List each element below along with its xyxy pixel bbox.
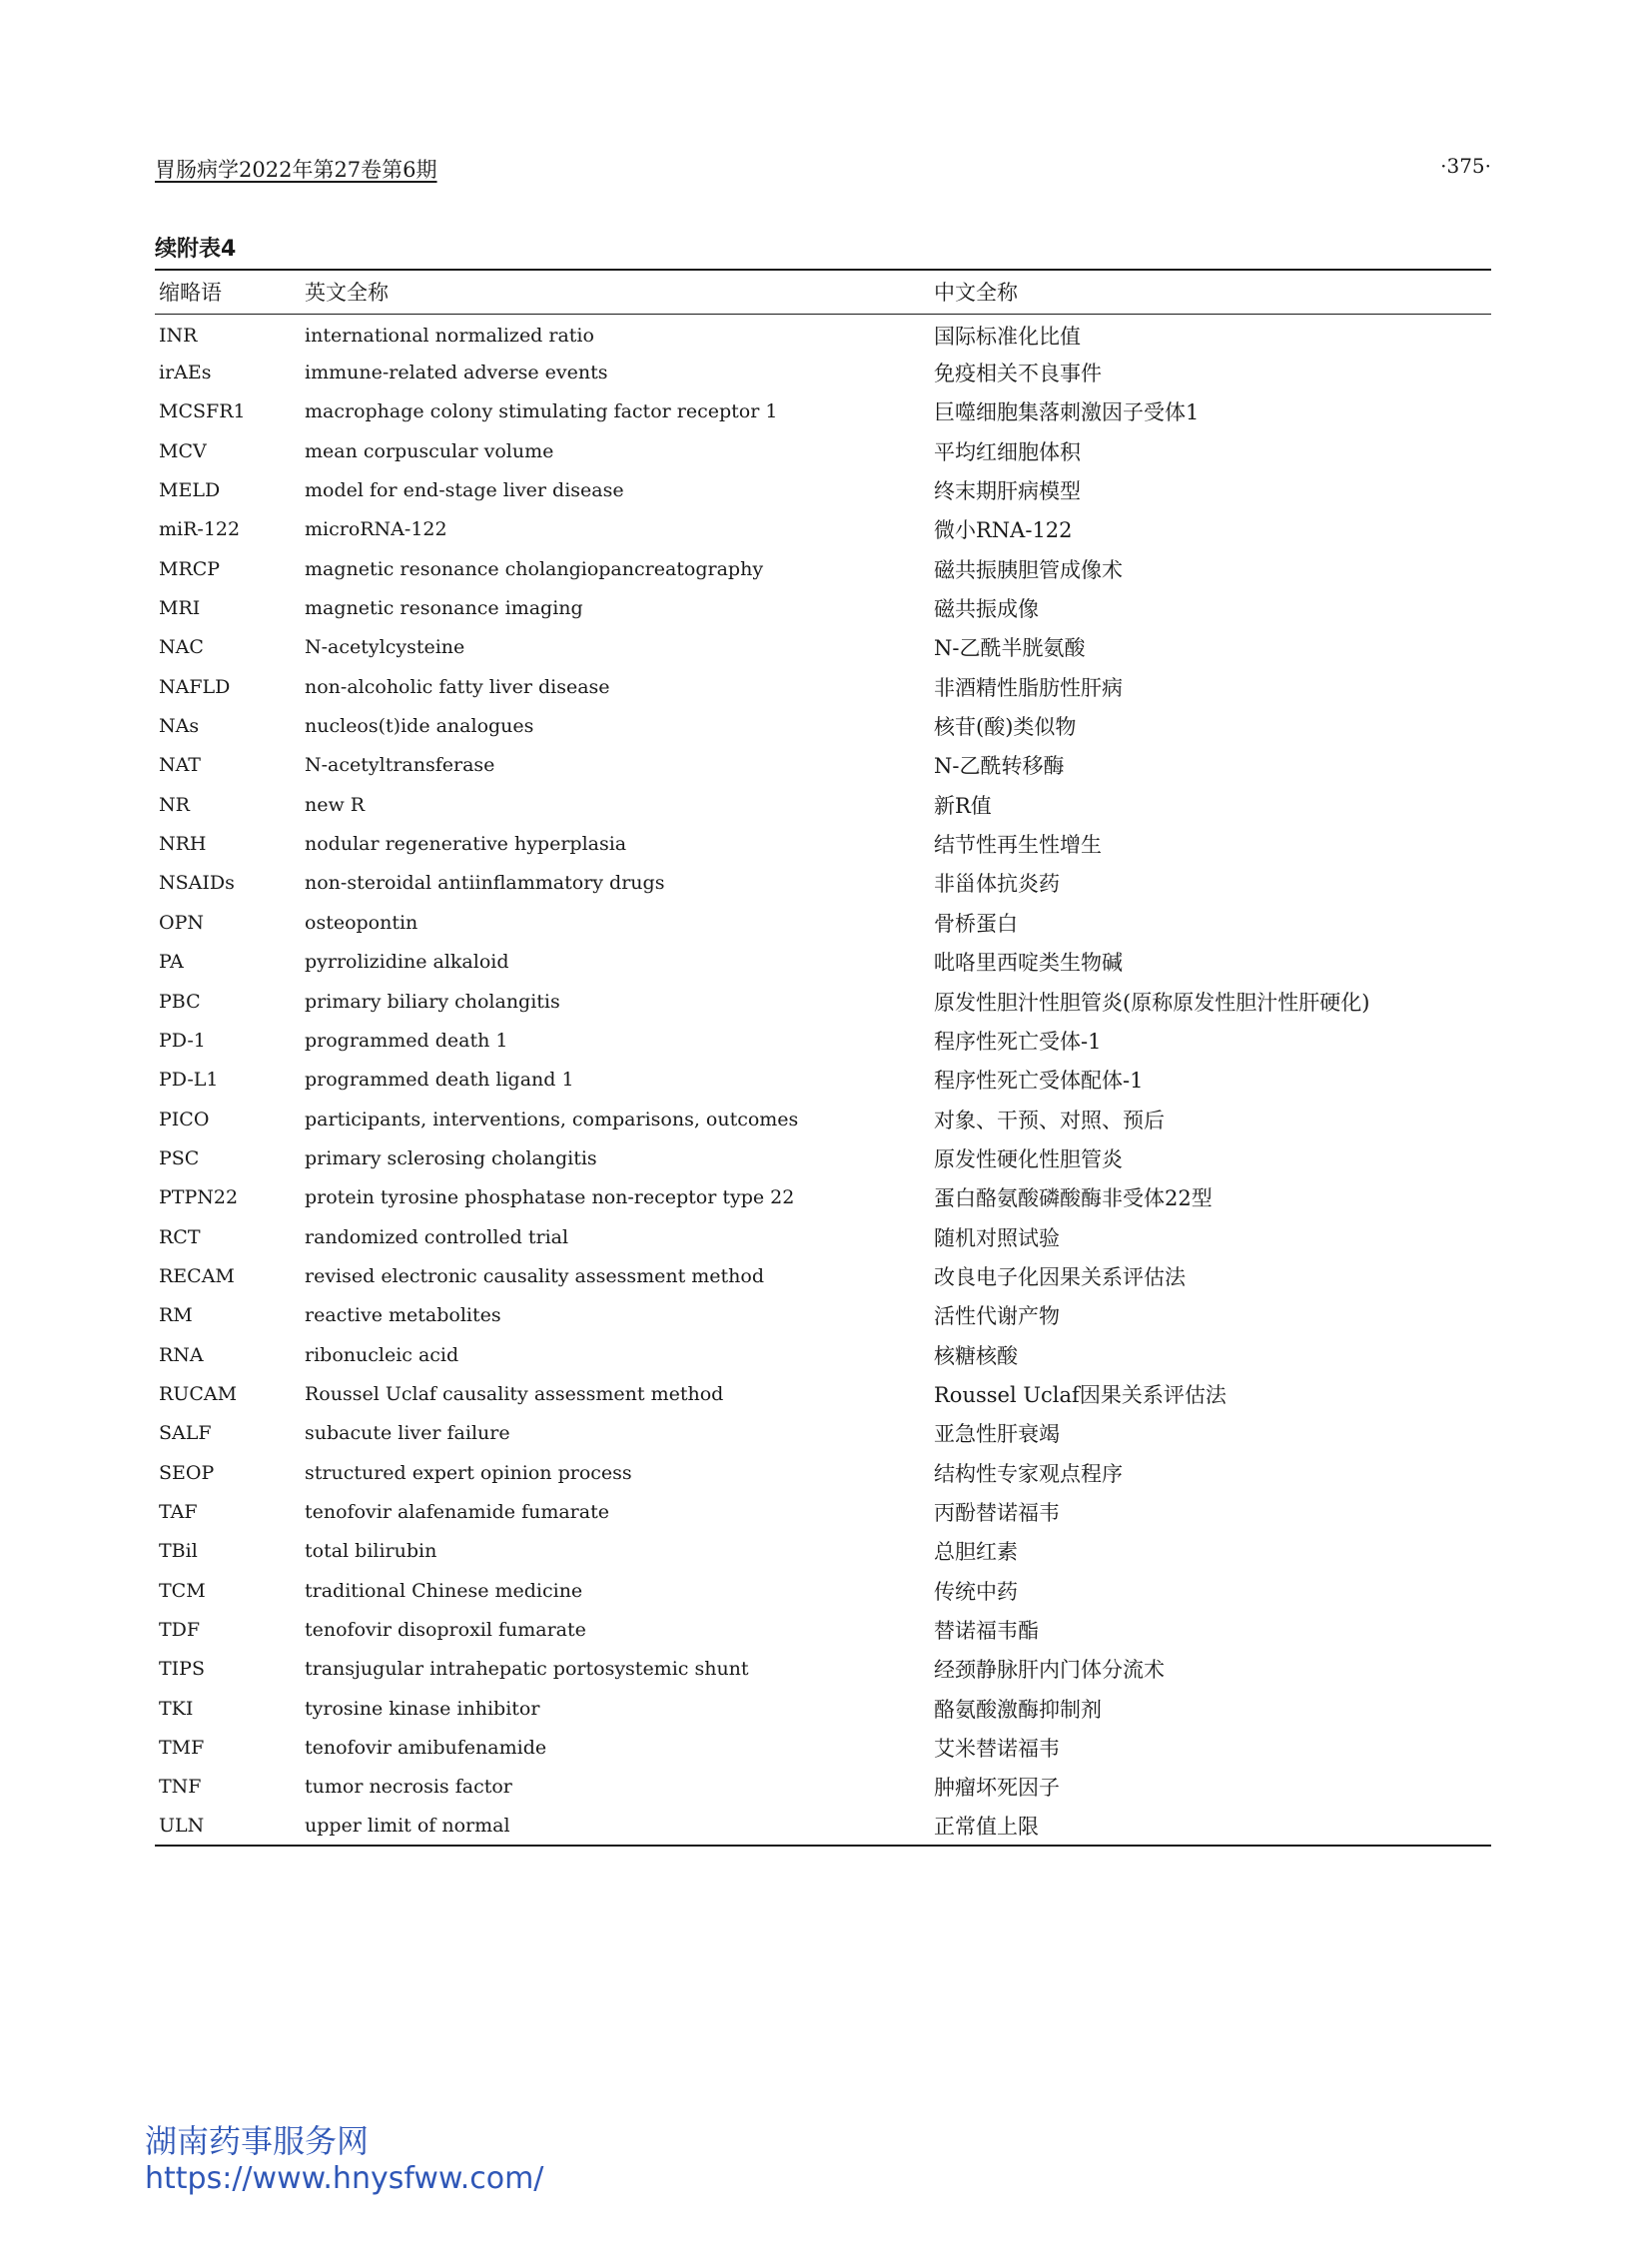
english-name-cell: pyrrolizidine alkaloid: [305, 951, 509, 974]
chinese-name-cell: 程序性死亡受体配体-1: [934, 1069, 1144, 1094]
abbreviation-table: [155, 269, 1491, 1847]
abbreviation-cell: NR: [159, 793, 190, 816]
english-name-cell: international normalized ratio: [305, 324, 594, 347]
chinese-name-cell: 原发性胆汁性胆管炎(原称原发性胆汁性肝硬化): [934, 990, 1370, 1015]
abbreviation-cell: NAFLD: [159, 675, 231, 698]
chinese-name-cell: 核糖核酸: [934, 1343, 1018, 1368]
abbreviation-cell: NAT: [159, 754, 201, 777]
english-name-cell: participants, interventions, comparisons, outcomes: [305, 1108, 799, 1130]
table-row: [155, 824, 1491, 863]
english-name-cell: structured expert opinion process: [305, 1461, 632, 1484]
abbreviation-cell: NAs: [159, 715, 200, 738]
column-header-abbreviation: 缩略语: [159, 281, 222, 306]
chinese-name-cell: 蛋白酪氨酸磷酸酶非受体22型: [934, 1186, 1213, 1211]
abbreviation-cell: TDF: [159, 1619, 201, 1642]
abbreviation-cell: OPN: [159, 911, 204, 934]
chinese-name-cell: 艾米替诺福韦: [934, 1737, 1060, 1762]
abbreviation-cell: TMF: [159, 1737, 205, 1760]
english-name-cell: non-alcoholic fatty liver disease: [305, 675, 610, 698]
watermark-site-name: 湖南药事服务网: [145, 2122, 370, 2160]
chinese-name-cell: 酪氨酸激酶抑制剂: [934, 1697, 1102, 1722]
chinese-name-cell: 经颈静脉肝内门体分流术: [934, 1658, 1165, 1683]
abbreviation-cell: PSC: [159, 1146, 200, 1169]
english-name-cell: Roussel Uclaf causality assessment method: [305, 1382, 724, 1405]
abbreviation-cell: PD-L1: [159, 1069, 219, 1092]
abbreviation-cell: miR-122: [159, 518, 241, 541]
english-name-cell: nucleos(t)ide analogues: [305, 715, 534, 738]
english-name-cell: tenofovir disoproxil fumarate: [305, 1619, 586, 1642]
chinese-name-cell: 磁共振成像: [934, 597, 1039, 622]
table-row: [155, 864, 1491, 903]
chinese-name-cell: 新R值: [934, 793, 992, 818]
english-name-cell: tyrosine kinase inhibitor: [305, 1697, 540, 1720]
abbreviation-cell: TNF: [159, 1776, 202, 1799]
chinese-name-cell: 活性代谢产物: [934, 1304, 1060, 1329]
table-row: [155, 1100, 1491, 1138]
table-row: [155, 1414, 1491, 1453]
abbreviation-cell: PBC: [159, 990, 201, 1013]
table-body: [155, 314, 1491, 1846]
chinese-name-cell: 正常值上限: [934, 1815, 1039, 1840]
chinese-name-cell: N-乙酰半胱氨酸: [934, 636, 1086, 661]
chinese-name-cell: 替诺福韦酯: [934, 1619, 1039, 1644]
abbreviation-cell: MCSFR1: [159, 400, 246, 423]
table-row: [155, 943, 1491, 982]
english-name-cell: upper limit of normal: [305, 1815, 510, 1838]
abbreviation-cell: RNA: [159, 1343, 204, 1366]
english-name-cell: reactive metabolites: [305, 1304, 501, 1327]
chinese-name-cell: Roussel Uclaf因果关系评估法: [934, 1382, 1227, 1407]
abbreviation-cell: SEOP: [159, 1461, 215, 1484]
english-name-cell: N-acetylcysteine: [305, 636, 465, 659]
table-row: [155, 314, 1491, 353]
abbreviation-cell: PTPN22: [159, 1186, 239, 1209]
table-row: [155, 1453, 1491, 1492]
chinese-name-cell: 程序性死亡受体-1: [934, 1029, 1102, 1054]
chinese-name-cell: 亚急性肝衰竭: [934, 1422, 1060, 1447]
english-name-cell: tumor necrosis factor: [305, 1776, 512, 1799]
english-name-cell: revised electronic causality assessment method: [305, 1264, 765, 1287]
table-row: [155, 431, 1491, 470]
table-row: [155, 1374, 1491, 1413]
chinese-name-cell: 总胆红素: [934, 1540, 1018, 1565]
table-row: [155, 1492, 1491, 1531]
abbreviation-cell: RUCAM: [159, 1382, 238, 1405]
table-row: [155, 510, 1491, 549]
table-row: [155, 1138, 1491, 1177]
english-name-cell: osteopontin: [305, 911, 418, 934]
chinese-name-cell: 核苷(酸)类似物: [934, 715, 1077, 740]
abbreviation-cell: MRI: [159, 597, 201, 620]
table-row: [155, 1178, 1491, 1217]
chinese-name-cell: 微小RNA-122: [934, 518, 1073, 543]
chinese-name-cell: 免疫相关不良事件: [934, 362, 1102, 386]
watermark: [145, 2121, 543, 2197]
english-name-cell: primary biliary cholangitis: [305, 990, 560, 1013]
page-number: ·375·: [1440, 154, 1491, 178]
watermark-url[interactable]: https://www.hnysfww.com/: [145, 2161, 544, 2196]
table-row: [155, 1807, 1491, 1846]
chinese-name-cell: 非甾体抗炎药: [934, 872, 1060, 897]
table-row: [155, 1296, 1491, 1335]
abbreviation-cell: TCM: [159, 1579, 206, 1602]
chinese-name-cell: 平均红细胞体积: [934, 439, 1081, 464]
english-name-cell: tenofovir alafenamide fumarate: [305, 1500, 609, 1523]
chinese-name-cell: 骨桥蛋白: [934, 911, 1018, 936]
table-row: [155, 982, 1491, 1021]
chinese-name-cell: 肿瘤坏死因子: [934, 1776, 1060, 1801]
english-name-cell: mean corpuscular volume: [305, 439, 554, 462]
english-name-cell: programmed death ligand 1: [305, 1069, 574, 1092]
table-row: [155, 588, 1491, 627]
table-row: [155, 1650, 1491, 1689]
abbreviation-cell: SALF: [159, 1422, 212, 1445]
table-row: [155, 1689, 1491, 1728]
abbreviation-cell: irAEs: [159, 362, 212, 384]
table-row: [155, 785, 1491, 824]
english-name-cell: subacute liver failure: [305, 1422, 510, 1445]
english-name-cell: nodular regenerative hyperplasia: [305, 833, 627, 856]
chinese-name-cell: 原发性硬化性胆管炎: [934, 1146, 1123, 1171]
abbreviation-cell: TBil: [159, 1540, 198, 1563]
english-name-cell: non-steroidal antiinflammatory drugs: [305, 872, 665, 895]
chinese-name-cell: 对象、干预、对照、预后: [934, 1108, 1165, 1132]
table-row: [155, 1021, 1491, 1060]
abbreviation-cell: PICO: [159, 1108, 210, 1130]
english-name-cell: total bilirubin: [305, 1540, 437, 1563]
english-name-cell: macrophage colony stimulating factor receptor 1: [305, 400, 778, 423]
english-name-cell: transjugular intrahepatic portosystemic shunt: [305, 1658, 749, 1681]
journal-issue: 胃肠病学2022年第27卷第6期: [155, 158, 437, 182]
abbreviation-cell: INR: [159, 324, 198, 347]
chinese-name-cell: 终末期肝病模型: [934, 479, 1081, 504]
table-row: [155, 1610, 1491, 1649]
column-header-chinese: 中文全称: [934, 281, 1018, 306]
table-row: [155, 903, 1491, 942]
chinese-name-cell: 改良电子化因果关系评估法: [934, 1264, 1186, 1289]
table-row: [155, 706, 1491, 745]
abbreviation-cell: NRH: [159, 833, 207, 856]
table-row: [155, 1217, 1491, 1256]
english-name-cell: model for end-stage liver disease: [305, 479, 624, 502]
english-name-cell: ribonucleic acid: [305, 1343, 459, 1366]
chinese-name-cell: 传统中药: [934, 1579, 1018, 1604]
table-row: [155, 628, 1491, 667]
table-row: [155, 1571, 1491, 1610]
english-name-cell: magnetic resonance cholangiopancreatography: [305, 557, 764, 580]
abbreviation-cell: MELD: [159, 479, 221, 502]
table-row: [155, 1532, 1491, 1571]
english-name-cell: protein tyrosine phosphatase non-receptor type 22: [305, 1186, 795, 1209]
table-row: [155, 746, 1491, 785]
abbreviation-cell: MCV: [159, 439, 207, 462]
abbreviation-cell: NSAIDs: [159, 872, 235, 895]
table-row: [155, 549, 1491, 588]
chinese-name-cell: 巨噬细胞集落刺激因子受体1: [934, 400, 1200, 425]
english-name-cell: programmed death 1: [305, 1029, 508, 1052]
english-name-cell: microRNA-122: [305, 518, 447, 541]
abbreviation-cell: RM: [159, 1304, 193, 1327]
abbreviation-cell: RECAM: [159, 1264, 235, 1287]
chinese-name-cell: 结节性再生性增生: [934, 833, 1102, 858]
table-row: [155, 1768, 1491, 1807]
english-name-cell: traditional Chinese medicine: [305, 1579, 583, 1602]
abbreviation-cell: TKI: [159, 1697, 194, 1720]
table-row: [155, 1256, 1491, 1295]
chinese-name-cell: 随机对照试验: [934, 1225, 1060, 1250]
chinese-name-cell: 吡咯里西啶类生物碱: [934, 951, 1123, 976]
english-name-cell: randomized controlled trial: [305, 1225, 569, 1248]
column-header-english: 英文全称: [305, 281, 389, 306]
english-name-cell: primary sclerosing cholangitis: [305, 1146, 597, 1169]
table-row: [155, 470, 1491, 509]
table-caption: 续附表4: [155, 237, 237, 262]
table-header-row: [155, 270, 1491, 314]
chinese-name-cell: 非酒精性脂肪性肝病: [934, 675, 1123, 700]
abbreviation-cell: RCT: [159, 1225, 201, 1248]
chinese-name-cell: 丙酚替诺福韦: [934, 1500, 1060, 1525]
chinese-name-cell: 结构性专家观点程序: [934, 1461, 1123, 1486]
table-row: [155, 1728, 1491, 1767]
table-row: [155, 1061, 1491, 1100]
abbreviation-cell: PA: [159, 951, 184, 974]
english-name-cell: tenofovir amibufenamide: [305, 1737, 547, 1760]
english-name-cell: new R: [305, 793, 366, 816]
running-header: [155, 154, 1491, 184]
english-name-cell: N-acetyltransferase: [305, 754, 495, 777]
chinese-name-cell: N-乙酰转移酶: [934, 754, 1065, 779]
english-name-cell: immune-related adverse events: [305, 362, 608, 384]
abbreviation-cell: MRCP: [159, 557, 221, 580]
abbreviation-cell: NAC: [159, 636, 204, 659]
abbreviation-cell: ULN: [159, 1815, 205, 1838]
table-row: [155, 392, 1491, 431]
abbreviation-cell: TIPS: [159, 1658, 205, 1681]
abbreviation-cell: PD-1: [159, 1029, 206, 1052]
chinese-name-cell: 国际标准化比值: [934, 324, 1081, 349]
table-row: [155, 1335, 1491, 1374]
english-name-cell: magnetic resonance imaging: [305, 597, 583, 620]
abbreviation-cell: TAF: [159, 1500, 198, 1523]
chinese-name-cell: 磁共振胰胆管成像术: [934, 557, 1123, 582]
table-row: [155, 667, 1491, 706]
table-row: [155, 353, 1491, 391]
